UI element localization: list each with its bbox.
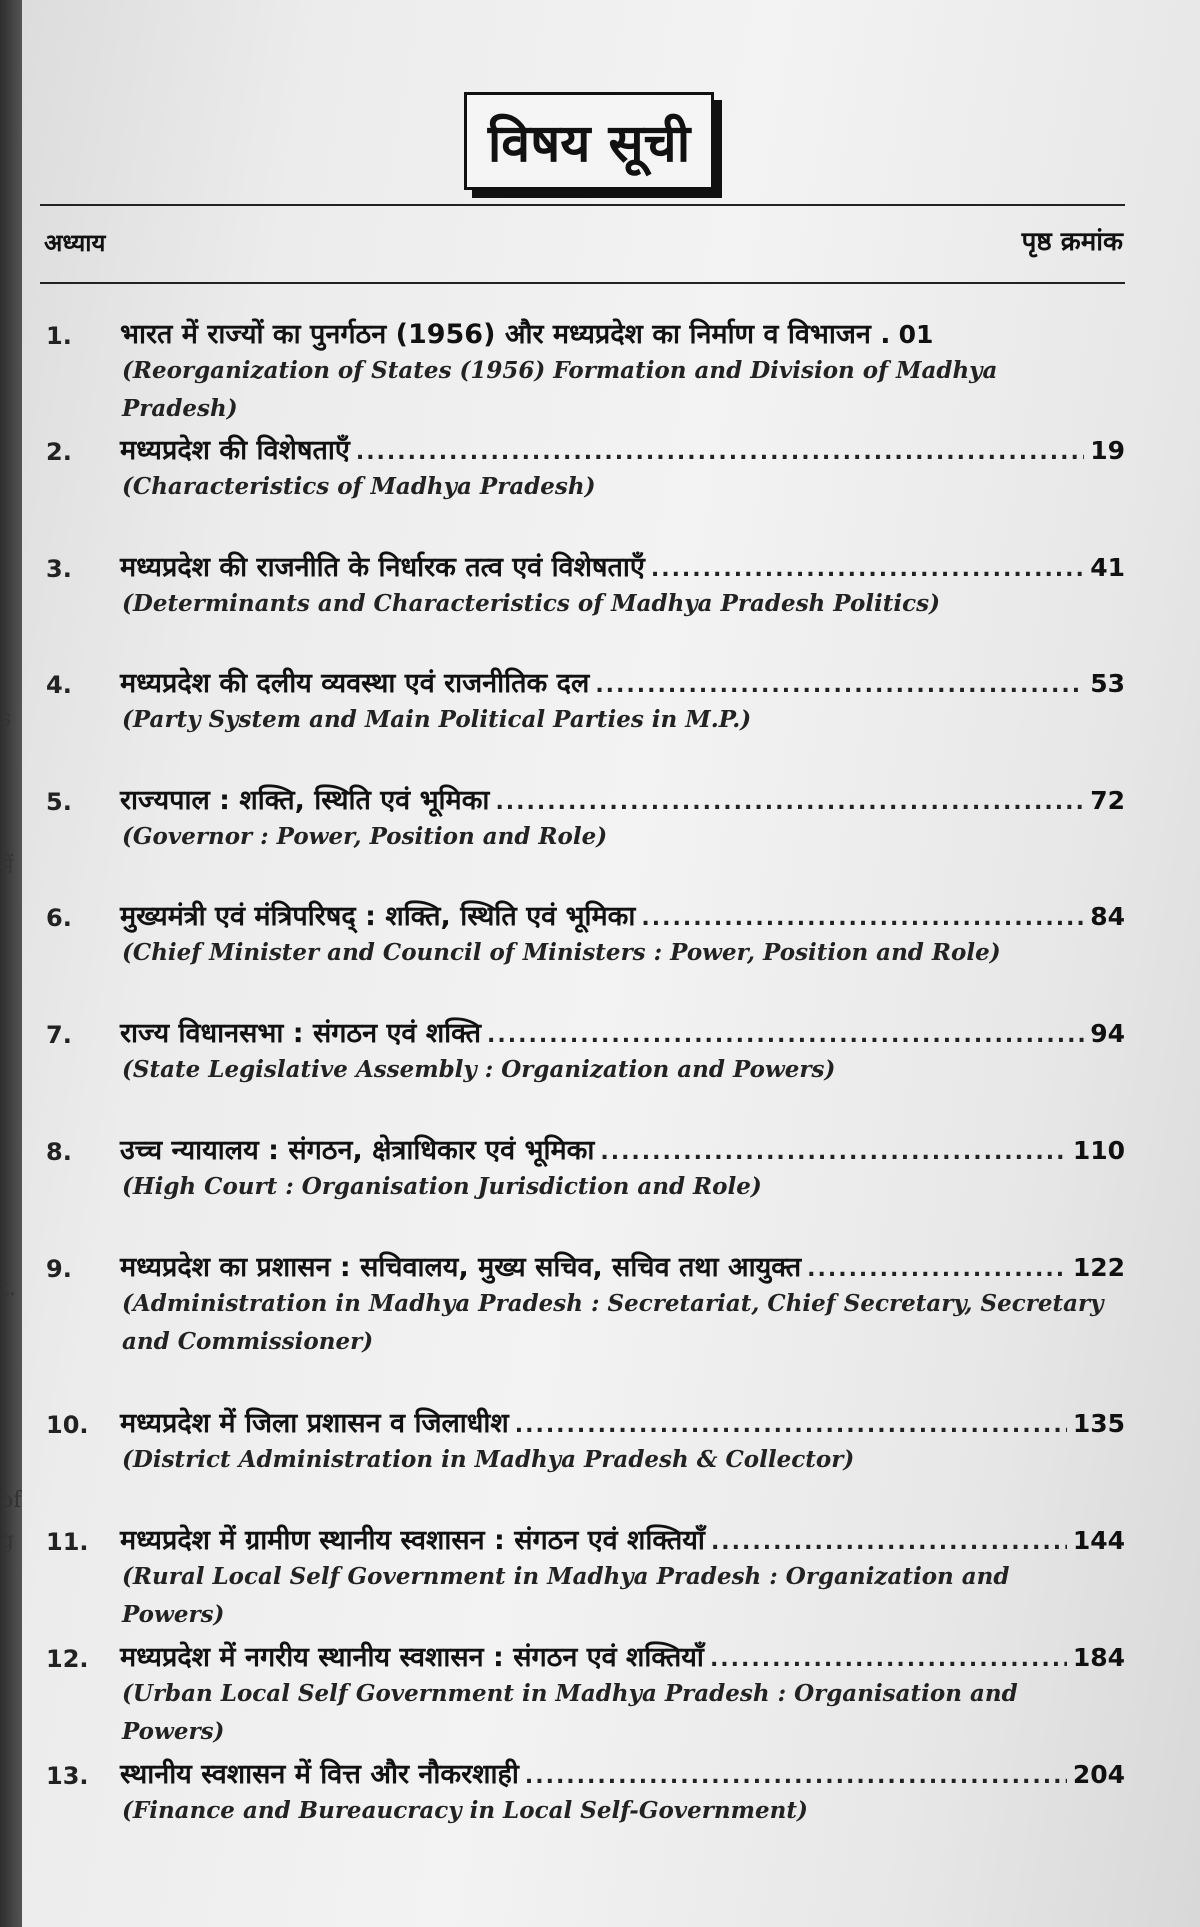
entry-english-title: (Finance and Bureaucracy in Local Self-Government): [122, 1797, 808, 1824]
entry-english-title: (District Administration in Madhya Pradesh & Collector): [122, 1446, 855, 1473]
column-header-chapter: अध्याय: [44, 229, 106, 257]
entry-hindi-title: मध्यप्रदेश की दलीय व्यवस्था एवं राजनीतिक दल: [120, 668, 590, 699]
page-title: विषय सूची: [487, 113, 691, 174]
dot-leader: [600, 1140, 1066, 1165]
entry-number: 6.: [46, 904, 72, 932]
entry-page-number: 01: [898, 320, 934, 349]
entry-hindi-line: [120, 314, 1125, 351]
entry-hindi-title: मध्यप्रदेश का प्रशासन : सचिवालय, मुख्य सचिव, सचिव तथा आयुक्त: [120, 1252, 802, 1283]
entry-number: 8.: [46, 1138, 72, 1166]
entry-hindi-title: राज्य विधानसभा : संगठन एवं शक्ति: [120, 1018, 482, 1049]
entry-hindi-title: उच्च न्यायालय : संगठन, क्षेत्राधिकार एवं भूमिका: [120, 1135, 595, 1166]
margin-fragment: s: [0, 706, 12, 731]
entry-hindi-line: [120, 1403, 1125, 1440]
book-page: [22, 0, 1200, 1927]
entry-hindi-title: मध्यप्रदेश में नगरीय स्थानीय स्वशासन : संगठन एवं शक्तियाँ: [120, 1642, 704, 1673]
entry-page-number: 204: [1072, 1760, 1125, 1789]
dot-leader: [525, 1764, 1067, 1789]
margin-fragment: में: [0, 854, 14, 879]
entry-page-number: 122: [1072, 1253, 1125, 1282]
title-box: [464, 92, 714, 190]
entry-number: 3.: [46, 555, 72, 583]
entry-hindi-line: [120, 1754, 1125, 1791]
dot-leader: [515, 1413, 1067, 1438]
top-rule: [40, 204, 1125, 206]
entry-english-title: (Governor : Power, Position and Role): [122, 823, 608, 850]
entry-number: 5.: [46, 788, 72, 816]
entry-page-number: 94: [1090, 1019, 1125, 1048]
entry-page-number: 84: [1090, 902, 1125, 931]
entry-english-title: (Chief Minister and Council of Ministers : Power, Position and Role): [122, 939, 1001, 966]
dot-leader: [651, 557, 1084, 582]
dot-leader: [595, 673, 1084, 698]
entry-english-title: (State Legislative Assembly : Organization and Powers): [122, 1056, 836, 1083]
entry-number: 9.: [46, 1255, 72, 1283]
entry-english-title: (Party System and Main Political Parties in M.P.): [122, 706, 752, 733]
dot-leader: [487, 1023, 1084, 1048]
entry-hindi-line: [120, 1637, 1125, 1674]
margin-fragment: of: [0, 1488, 22, 1513]
margin-fragment: g: [0, 1528, 15, 1553]
entry-english-title: (High Court : Organisation Jurisdiction and Role): [122, 1173, 762, 1200]
dot-leader: [495, 790, 1084, 815]
entry-english-title: (Determinants and Characteristics of Madhya Pradesh Politics): [122, 590, 940, 617]
entry-hindi-line: [120, 1130, 1125, 1167]
entry-hindi-line: [120, 430, 1125, 467]
entry-hindi-line: [120, 1013, 1125, 1050]
entry-page-number: 110: [1072, 1136, 1125, 1165]
entry-hindi-title: मध्यप्रदेश में ग्रामीण स्थानीय स्वशासन : संगठन एवं शक्तियाँ: [120, 1525, 705, 1556]
dot-leader: [710, 1647, 1067, 1672]
entry-hindi-title: राज्यपाल : शक्ति, स्थिति एवं भूमिका: [120, 785, 490, 816]
entry-hindi-title: मध्यप्रदेश की राजनीति के निर्धारक तत्व एवं विशेषताएँ: [120, 552, 645, 583]
entry-number: 12.: [46, 1645, 89, 1673]
entry-number: 4.: [46, 671, 72, 699]
entry-page-number: 72: [1090, 786, 1125, 815]
entry-hindi-line: [120, 896, 1125, 933]
entry-hindi-title: भारत में राज्यों का पुनर्गठन (1956) और मध्यप्रदेश का निर्माण व विभाजन .: [120, 319, 891, 350]
entry-page-number: 135: [1072, 1409, 1125, 1438]
entry-hindi-title: मध्यप्रदेश की विशेषताएँ: [120, 435, 350, 466]
entry-hindi-title: स्थानीय स्वशासन में वित्त और नौकरशाही: [120, 1759, 519, 1790]
entry-page-number: 41: [1090, 553, 1125, 582]
entry-hindi-line: [120, 663, 1125, 700]
header-rule: [40, 282, 1125, 284]
dot-leader: [641, 906, 1084, 931]
entry-english-title: (Characteristics of Madhya Pradesh): [122, 473, 596, 500]
entry-number: 10.: [46, 1411, 89, 1439]
entry-number: 1.: [46, 322, 72, 350]
entry-hindi-title: मध्यप्रदेश में जिला प्रशासन व जिलाधीश: [120, 1408, 509, 1439]
dot-leader: [356, 440, 1084, 465]
entry-number: 11.: [46, 1528, 89, 1556]
entry-number: 7.: [46, 1021, 72, 1049]
margin-fragment: t.: [0, 1276, 16, 1301]
entry-hindi-line: [120, 1520, 1125, 1557]
entry-page-number: 144: [1072, 1526, 1125, 1555]
entry-page-number: 19: [1090, 436, 1125, 465]
entry-hindi-line: [120, 780, 1125, 817]
entry-number: 13.: [46, 1762, 89, 1790]
dot-leader: [711, 1530, 1067, 1555]
entry-page-number: 53: [1090, 669, 1125, 698]
entry-english-title: (Rural Local Self Government in Madhya Pradesh : Organization and Powers): [122, 1563, 1010, 1628]
entry-english-title: (Administration in Madhya Pradesh : Secretariat, Chief Secretary, Secretary and Commissioner): [122, 1290, 1104, 1355]
entry-hindi-line: [120, 547, 1125, 584]
entry-english-title: (Reorganization of States (1956) Formation and Division of Madhya Pradesh): [122, 357, 998, 422]
entry-number: 2.: [46, 438, 72, 466]
entry-hindi-line: [120, 1247, 1125, 1284]
book-spine-shadow: [0, 0, 22, 1927]
entry-page-number: 184: [1072, 1643, 1125, 1672]
column-header-page: पृष्ठ क्रमांक: [1021, 227, 1123, 257]
entry-english-title: (Urban Local Self Government in Madhya Pradesh : Organisation and Powers): [122, 1680, 1018, 1745]
entry-hindi-title: मुख्यमंत्री एवं मंत्रिपरिषद् : शक्ति, स्थिति एवं भूमिका: [120, 901, 636, 932]
dot-leader: [807, 1257, 1067, 1282]
